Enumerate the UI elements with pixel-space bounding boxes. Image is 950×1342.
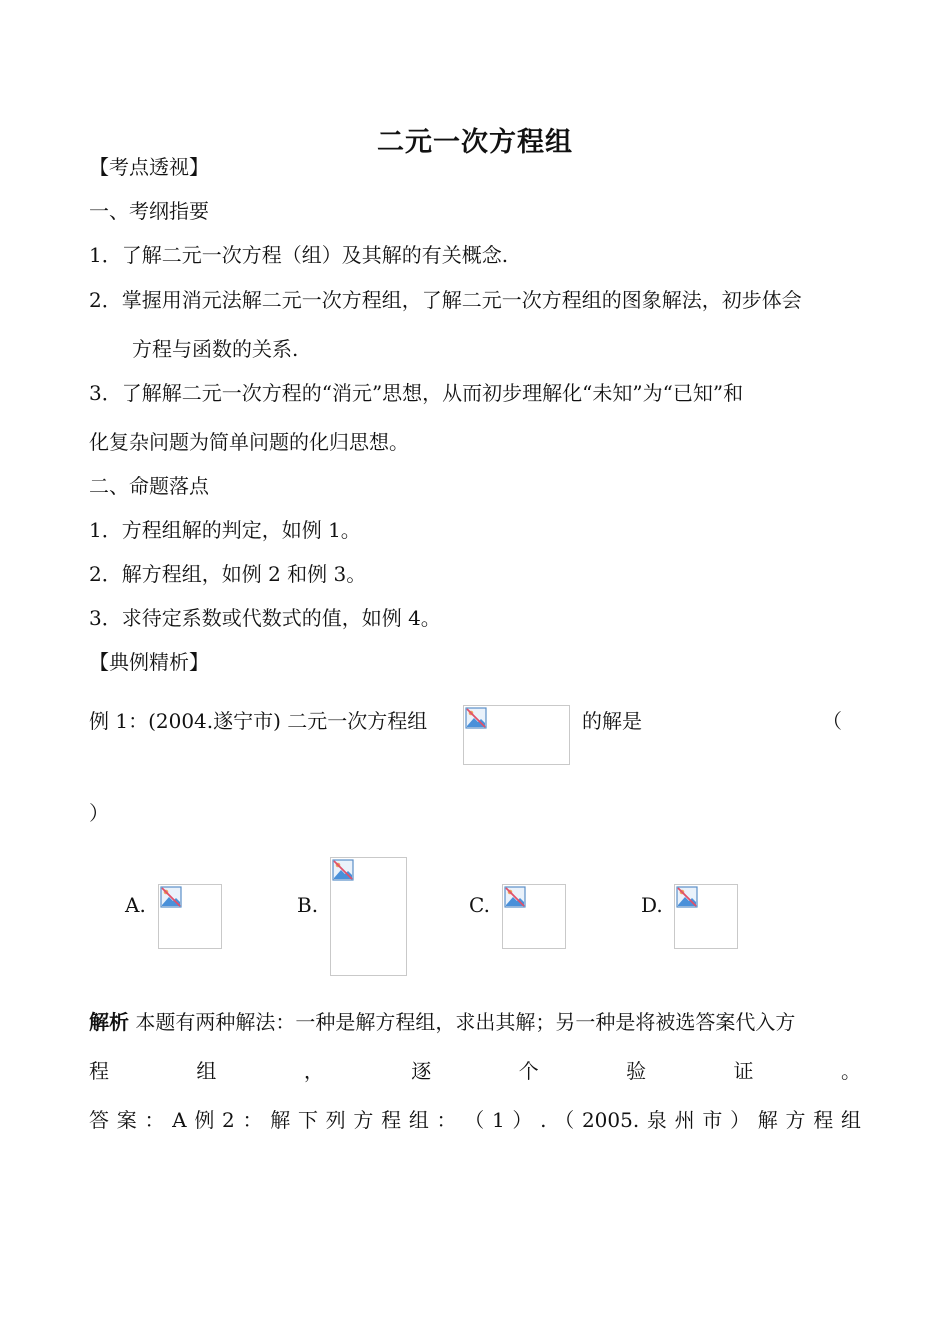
- section-dianli: 【典例精析】: [89, 650, 209, 674]
- option-a-label: A.: [125, 893, 146, 917]
- char: ：: [242, 1108, 263, 1132]
- char: 案: [116, 1108, 137, 1132]
- char: 泉: [646, 1108, 667, 1132]
- char: 。: [840, 1059, 861, 1083]
- char: 解: [757, 1108, 778, 1132]
- analysis-line-2: [89, 1058, 861, 1084]
- option-b-image: [330, 857, 407, 976]
- char: 1: [491, 1108, 505, 1132]
- char: A: [172, 1108, 187, 1132]
- char: ，: [303, 1059, 324, 1083]
- char: 解: [270, 1108, 291, 1132]
- char: .: [540, 1108, 547, 1132]
- section-kaodian: 【考点透视】: [89, 155, 209, 179]
- char: 个: [518, 1059, 539, 1083]
- option-d-image: [674, 884, 738, 949]
- broken-image-icon: [465, 707, 487, 729]
- char: 组: [840, 1108, 861, 1132]
- gangyao-item-3: 3．了解解二元一次方程的“消元”思想，从而初步理解化“未知”为“已知”和: [89, 381, 744, 405]
- example1-prefix: 例 1：(2004.遂宁市) 二元一次方程组: [89, 709, 428, 733]
- analysis-text: 本题有两种解法：一种是解方程组，求出其解；另一种是将被选答案代入方: [129, 1010, 796, 1034]
- char: 逐: [411, 1059, 432, 1083]
- char: 方: [353, 1108, 374, 1132]
- broken-image-icon: [160, 886, 182, 908]
- char: 例: [194, 1108, 215, 1132]
- char: 2005.: [581, 1108, 640, 1132]
- char: 列: [325, 1108, 346, 1132]
- broken-image-icon: [332, 859, 354, 881]
- example1-suffix: 的解是: [582, 709, 642, 733]
- char: 方: [785, 1108, 806, 1132]
- option-d-label: D.: [641, 893, 663, 917]
- gangyao-item-1: 1．了解二元一次方程（组）及其解的有关概念.: [89, 243, 509, 267]
- char: 答: [89, 1108, 109, 1132]
- broken-image-icon: [504, 886, 526, 908]
- char: 验: [626, 1059, 647, 1083]
- luodian-item-1: 1．方程组解的判定，如例 1。: [89, 518, 361, 542]
- char: （: [554, 1108, 575, 1132]
- analysis-label: 解析: [89, 1010, 129, 1034]
- char: 组: [408, 1108, 429, 1132]
- option-c-label: C.: [469, 893, 490, 917]
- char: 程: [813, 1108, 834, 1132]
- char: 州: [674, 1108, 695, 1132]
- example1-paren-open: （: [822, 709, 842, 733]
- equation-system-image: [463, 705, 570, 765]
- char: （: [464, 1108, 485, 1132]
- char: 证: [733, 1059, 754, 1083]
- gangyao-item-2: 2．掌握用消元法解二元一次方程组，了解二元一次方程组的图象解法，初步体会: [89, 288, 802, 312]
- answer-line: [89, 1107, 861, 1133]
- char: 程: [89, 1059, 109, 1083]
- gangyao-item-3-cont: 化复杂问题为简单问题的化归思想。: [89, 430, 409, 454]
- luodian-item-2: 2．解方程组，如例 2 和例 3。: [89, 562, 367, 586]
- char: 市: [702, 1108, 723, 1132]
- luodian-item-3: 3．求待定系数或代数式的值，如例 4。: [89, 606, 441, 630]
- page-title: 二元一次方程组: [377, 127, 573, 158]
- example1-paren-close: ）: [89, 801, 109, 825]
- option-a-image: [158, 884, 222, 949]
- char: 组: [196, 1059, 217, 1083]
- heading-gangyao: 一、考纲指要: [89, 199, 209, 223]
- heading-luodian: 二、命题落点: [89, 474, 209, 498]
- char: ：: [436, 1108, 457, 1132]
- option-c-image: [502, 884, 566, 949]
- char: 2: [222, 1108, 235, 1132]
- char: ）: [730, 1108, 751, 1132]
- gangyao-item-2-cont: 方程与函数的关系.: [132, 337, 299, 361]
- broken-image-icon: [676, 886, 698, 908]
- option-b-label: B.: [297, 893, 319, 917]
- char: ：: [144, 1108, 165, 1132]
- char: 程: [381, 1108, 402, 1132]
- char: 下: [297, 1108, 318, 1132]
- char: ）: [512, 1108, 533, 1132]
- analysis-line-1: [89, 1009, 795, 1035]
